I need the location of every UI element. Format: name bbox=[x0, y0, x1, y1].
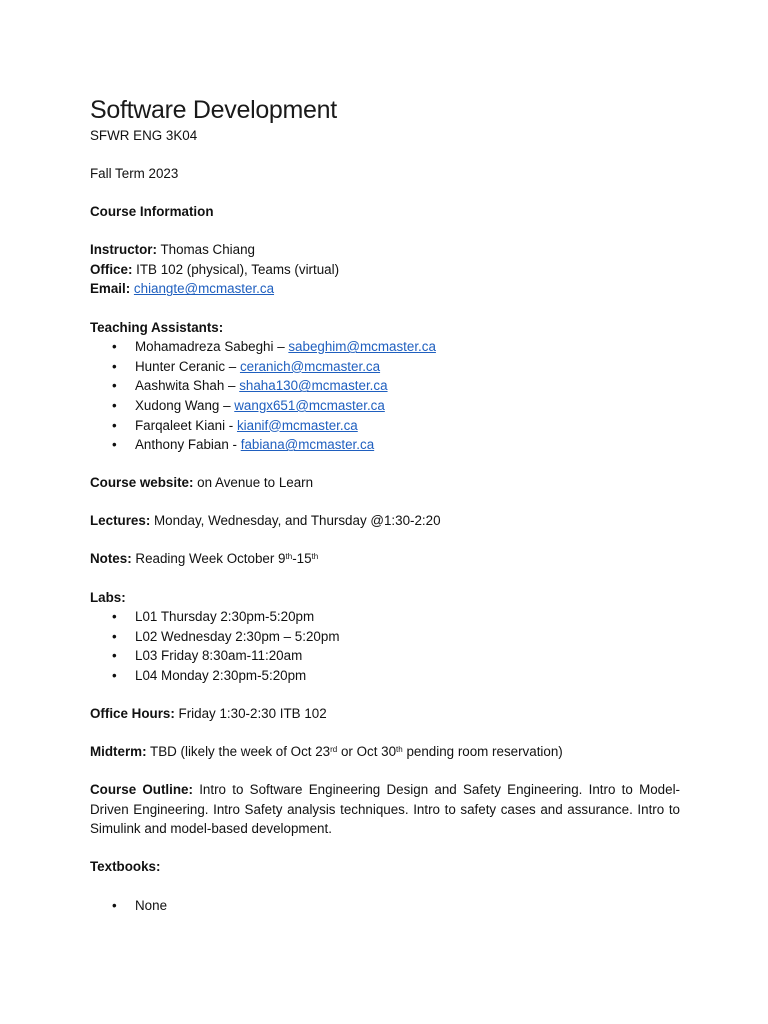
course-website-value: on Avenue to Learn bbox=[193, 475, 314, 491]
course-information-heading: Course Information bbox=[90, 204, 214, 220]
ta-name: Anthony Fabian bbox=[135, 437, 229, 453]
midterm-text: TBD (likely the week of Oct 23 bbox=[146, 744, 331, 760]
separator: – bbox=[219, 397, 235, 413]
bullet: • bbox=[112, 609, 117, 625]
separator: - bbox=[228, 437, 241, 453]
ta-email-link[interactable]: kianif@mcmaster.ca bbox=[236, 417, 358, 433]
bullet: • bbox=[112, 667, 117, 683]
ta-name: Xudong Wang bbox=[135, 397, 220, 413]
labs-heading: Labs: bbox=[90, 589, 126, 605]
ta-item bbox=[90, 357, 680, 377]
superscript: th bbox=[285, 552, 293, 562]
midterm-label: Midterm: bbox=[90, 744, 147, 760]
bullet: • bbox=[112, 628, 117, 644]
course-website-line bbox=[90, 473, 680, 493]
bullet: • bbox=[112, 417, 117, 433]
notes-line bbox=[90, 549, 680, 569]
ta-email-link[interactable]: sabeghim@mcmaster.ca bbox=[288, 339, 436, 355]
textbook-item bbox=[90, 896, 680, 916]
lab-text: L04 Monday 2:30pm-5:20pm bbox=[135, 667, 307, 683]
midterm-text: or Oct 30 bbox=[337, 744, 397, 760]
bullet: • bbox=[112, 397, 117, 413]
lab-item bbox=[90, 666, 680, 686]
bullet: • bbox=[112, 648, 117, 664]
ta-name: Aashwita Shah bbox=[135, 378, 225, 394]
course-outline-value: Intro to Software Engineering Design and Safety Engineering. Intro to Model-Driven Engineering. Intro Safety analysis techniques. Intro to safety cases and assurance. Intro to Simulink and model-based development. bbox=[90, 782, 680, 837]
email-label: Email: bbox=[90, 281, 131, 297]
labs-list bbox=[90, 607, 680, 685]
bullet: • bbox=[112, 358, 117, 374]
superscript: th bbox=[311, 552, 319, 562]
ta-email-link[interactable]: ceranich@mcmaster.ca bbox=[239, 358, 381, 374]
separator: – bbox=[225, 358, 240, 374]
ta-item bbox=[90, 416, 680, 436]
ta-email-link[interactable]: fabiana@mcmaster.ca bbox=[240, 437, 375, 453]
midterm-text: pending room reservation) bbox=[402, 744, 563, 760]
instructor-label: Instructor: bbox=[90, 242, 157, 258]
bullet: • bbox=[112, 897, 117, 913]
ta-item bbox=[90, 396, 680, 416]
instructor-value: Thomas Chiang bbox=[156, 242, 255, 258]
separator: – bbox=[224, 378, 240, 394]
course-website-label: Course website: bbox=[90, 475, 194, 491]
course-outline-label: Course Outline: bbox=[90, 782, 193, 798]
ta-email-link[interactable]: wangx651@mcmaster.ca bbox=[234, 397, 385, 413]
ta-email-link[interactable]: shaha130@mcmaster.ca bbox=[239, 378, 388, 394]
lab-text: L01 Thursday 2:30pm-5:20pm bbox=[135, 609, 315, 625]
course-code: SFWR ENG 3K04 bbox=[90, 128, 198, 143]
notes-label: Notes: bbox=[90, 551, 132, 567]
term: Fall Term 2023 bbox=[90, 166, 179, 182]
page-title: Software Development bbox=[90, 96, 337, 124]
office-hours-value: Friday 1:30-2:30 ITB 102 bbox=[174, 705, 327, 721]
lectures-value: Monday, Wednesday, and Thursday @1:30-2:20 bbox=[150, 513, 441, 529]
separator: – bbox=[273, 339, 289, 355]
superscript: rd bbox=[330, 745, 338, 755]
bullet: • bbox=[112, 437, 117, 453]
course-outline-paragraph bbox=[90, 780, 680, 839]
midterm-line bbox=[90, 742, 680, 762]
lab-text: L03 Friday 8:30am-11:20am bbox=[135, 648, 303, 664]
lab-item bbox=[90, 627, 680, 647]
office-label: Office: bbox=[90, 261, 133, 277]
superscript: th bbox=[396, 745, 403, 755]
separator: - bbox=[225, 417, 237, 433]
ta-item bbox=[90, 337, 680, 357]
document-content bbox=[90, 94, 680, 915]
lectures-line bbox=[90, 511, 680, 531]
ta-list bbox=[90, 337, 680, 455]
lab-item bbox=[90, 607, 680, 627]
notes-text: Reading Week October 9 bbox=[131, 551, 286, 567]
office-hours-label: Office Hours: bbox=[90, 705, 175, 721]
email-line bbox=[90, 279, 680, 299]
textbooks-heading: Textbooks: bbox=[90, 859, 161, 875]
instructor-email-link[interactable]: chiangte@mcmaster.ca bbox=[133, 281, 275, 297]
bullet: • bbox=[112, 339, 117, 355]
ta-item bbox=[90, 376, 680, 396]
office-value: ITB 102 (physical), Teams (virtual) bbox=[132, 261, 340, 277]
ta-name: Hunter Ceranic bbox=[135, 358, 226, 374]
textbooks-list bbox=[90, 896, 680, 916]
office-line bbox=[90, 260, 680, 280]
ta-heading: Teaching Assistants: bbox=[90, 319, 224, 335]
bullet: • bbox=[112, 378, 117, 394]
ta-item bbox=[90, 435, 680, 455]
ta-name: Mohamadreza Sabeghi bbox=[135, 339, 274, 355]
office-hours-line bbox=[90, 704, 680, 724]
lab-item bbox=[90, 646, 680, 666]
ta-name: Farqaleet Kiani bbox=[135, 417, 226, 433]
textbook-text: None bbox=[135, 897, 168, 913]
instructor-line bbox=[90, 240, 680, 260]
lab-text: L02 Wednesday 2:30pm – 5:20pm bbox=[135, 628, 340, 644]
notes-text: -15 bbox=[292, 551, 312, 567]
lectures-label: Lectures: bbox=[90, 513, 151, 529]
